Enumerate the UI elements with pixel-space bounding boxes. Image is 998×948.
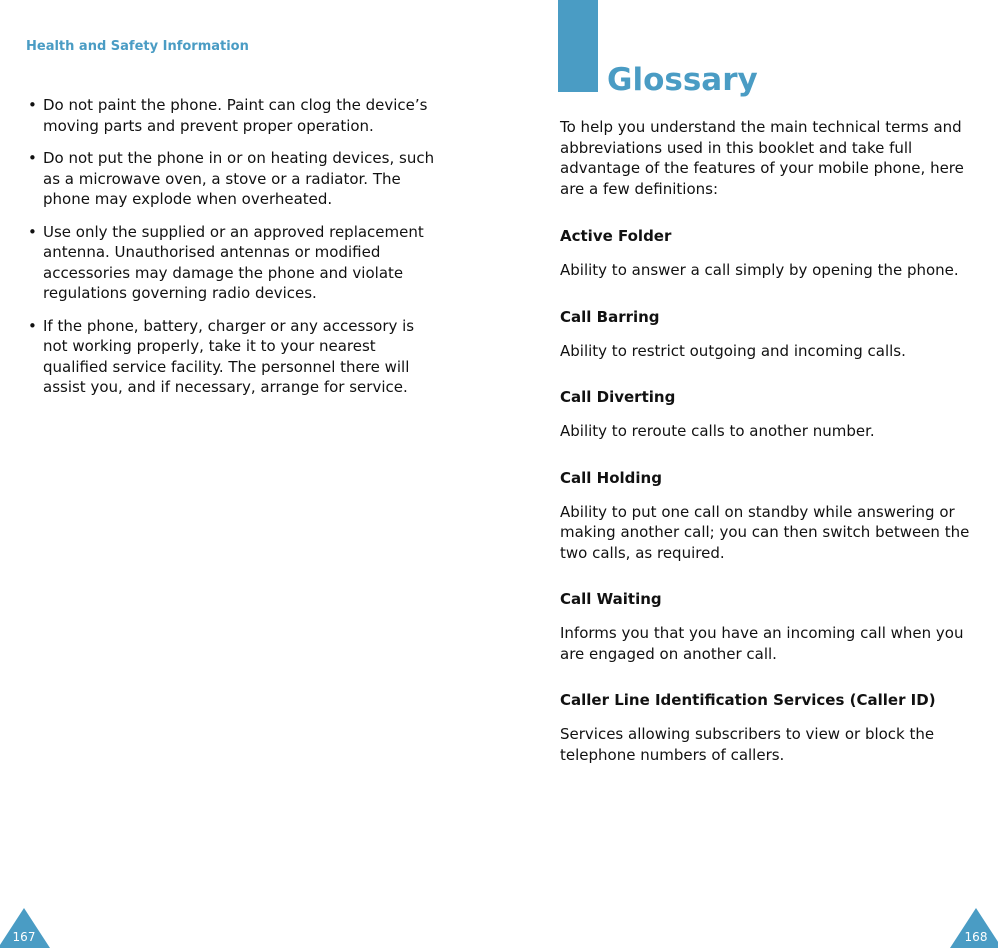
glossary-term: Call Diverting (560, 388, 676, 406)
glossary-definition: Services allowing subscribers to view or block the telephone numbers of callers. (560, 725, 935, 764)
page-number-text: 168 (964, 930, 988, 944)
bullet-item: • Use only the supplied or an approved replacement antenna. Unauthorised antennas or modified accessories may damage the phone and violate regulations governing radio devices. (26, 222, 436, 304)
page-title: Glossary (607, 62, 758, 98)
page-number-right (950, 908, 998, 948)
right-page (499, 0, 998, 948)
glossary-content (560, 117, 980, 791)
glossary-definition: Ability to answer a call simply by opening the phone. (560, 261, 959, 279)
glossary-intro: To help you understand the main technical terms and abbreviations used in this booklet and take full advantage of the features of your mobile phone, here are a few definitions: (560, 118, 964, 198)
bullet-item: • If the phone, battery, charger or any accessory is not working properly, take it to your nearest qualified service facility. The personnel there will assist you, and if necessary, arrange for service. (26, 316, 436, 398)
glossary-term: Caller Line Identification Services (Caller ID) (560, 691, 936, 709)
running-header: Health and Safety Information (26, 39, 249, 54)
glossary-definition: Informs you that you have an incoming call when you are engaged on another call. (560, 624, 964, 663)
page-number-left (0, 908, 50, 948)
safety-bullet-list (26, 95, 436, 410)
glossary-term: Call Barring (560, 307, 660, 326)
glossary-term: Call Waiting (560, 590, 662, 608)
title-accent-bar (558, 0, 598, 92)
glossary-definition: Ability to put one call on standby while answering or making another call; you can then switch between the two calls, as required. (560, 502, 970, 562)
glossary-definition: Ability to reroute calls to another number. (560, 422, 875, 440)
glossary-term: Active Folder (560, 227, 672, 245)
glossary-term: Call Holding (560, 468, 662, 487)
glossary-definition: Ability to restrict outgoing and incoming calls. (560, 341, 906, 360)
bullet-item: • Do not paint the phone. Paint can clog the device’s moving parts and prevent proper operation. (26, 95, 436, 136)
page-number-text: 167 (12, 930, 36, 944)
bullet-item: • Do not put the phone in or on heating devices, such as a microwave oven, a stove or a radiator. The phone may explode when overheated. (26, 148, 436, 210)
